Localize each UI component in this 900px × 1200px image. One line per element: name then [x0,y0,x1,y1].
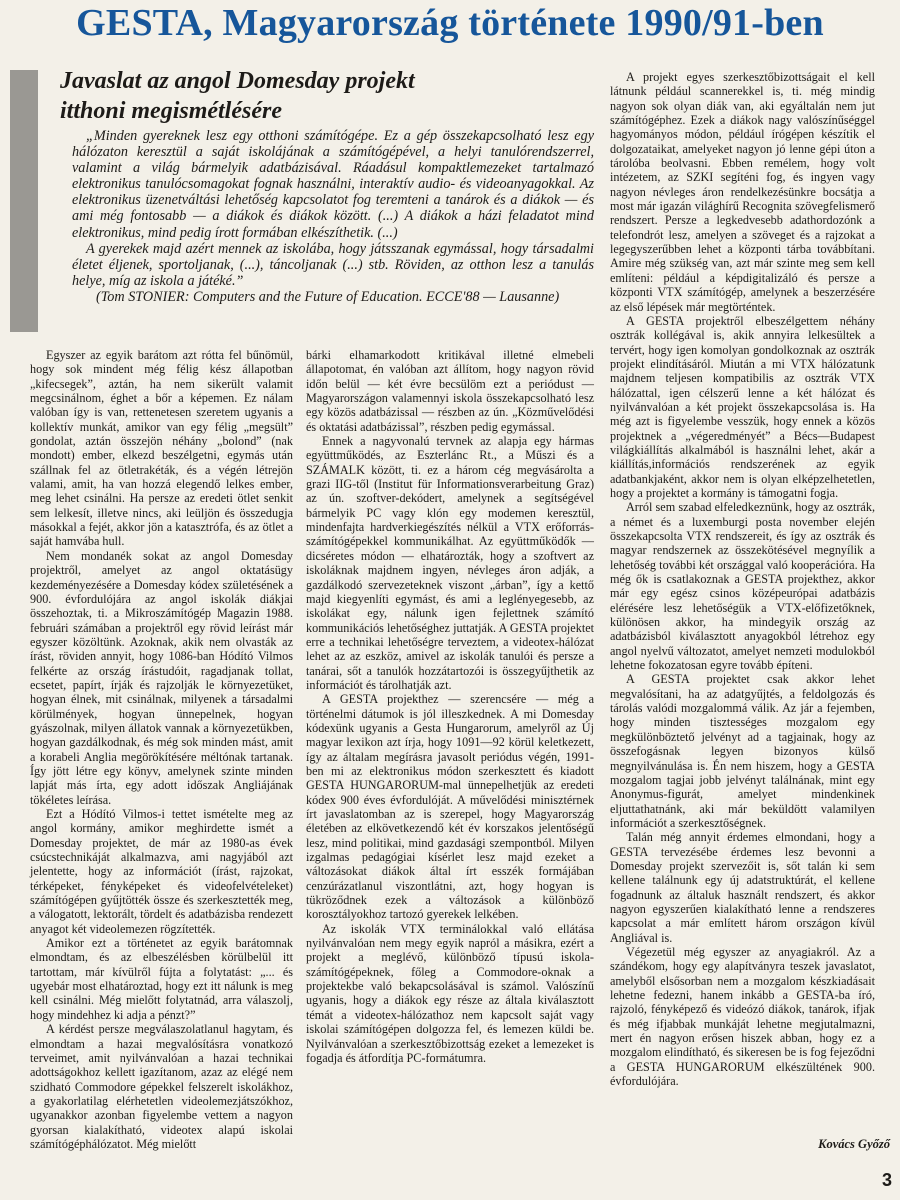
paragraph: Egyszer az egyik barátom azt rótta fel bűnömül, hogy sok mindent még félig kész állapotban „kifecsegek”, aztán, ha nem sikerült valamit megcsinálnom, éghet a bőr a képemen. Ez nálam valóban így is van, rettenetesen szeretem ugyanis a kollektív munkát, amikor van egy félig „megsült” gondolat, aztán összejön néhány „bolond” (nak mondott) ember, elkezd beszélgetni, egymás után szállnak fel az ötletrakéták, és a végén létrejön valami, amit, ha van hozzá elegendő lelkes ember, meg lehet csinálni. Ha persze az eredeti ötlet senkit sem lelkesít, illetve nincs, aki leüljön és összedugja másokkal a fejét, akkor jön a katasztrófa, és az ötlet a saját hamvába hull. [30,348,293,549]
author-signature: Kovács Győző [818,1137,890,1151]
paragraph: A GESTA projektet csak akkor lehet megvalósítani, ha az adatgyűjtés, a feldolgozás és tárolás valódi mozgalommá válik. Az jár a fejemben, hogy minden tisztességes mozgalom egy megkülönböztető jelvényt ad a tagjainak, hogy az összefogásnak legyen bizonyos külső megnyilvánulása is. Én nem hiszem, hogy a GESTA mozgalom tagjai jobb jelvényt találnának, mint egy Anonymus-figurát, amelyet mindenkinek eljuttathatnánk, aki már beküldött valamilyen információt a szerkesztőségnek. [610,672,875,830]
intro-paragraph: „Minden gyereknek lesz egy otthoni számítógépe. Ez a gép összekapcsolható lesz egy hálózaton keresztül a saját iskolájának a számítógépével, a helyi tanulórendszerrel, valamint a világ bármelyik adatbázisával. Ráadásul kompaktlemezeket tartalmazó elektronikus tanulócsomagokat fognak használni, interaktív audio- és videoanyagokkal. Az elektronikus üzenetváltási lehetőség kapcsolatot fog teremteni a tanárok és a diákok — és ami még fontosabb — a diákok és diákok között. (...) A diákok a házi feladatot mind elektronikus, mind pedig írott formában elkészíthetik. (...) [72,128,594,241]
paragraph: A GESTA projektről elbeszélgettem néhány osztrák kollégával is, akik annyira lelkesültek a tervért, hogy igen komolyan gondolkoznak az osztrák projekt elindításáról. Miután a mi VTX hálózatunk majdnem teljesen kompatibilis az osztrák VTX hálózattal, igen célszerű lenne a két hálózat és nyilvánvalóan a két projekt összekapcsolása is. Ha még azt is figyelembe vesszük, hogy ennek a közös projektnek a „végeredményét” a Bécs—Budapest világkiállítás alkalmából is használni lehet, akár a kiállítás,információs rendszerének az egyik adatbankjaként, akkor nem is olyan elképzelhetetlen, hogy a projektet a kormány is támogatni fogja. [610,313,875,500]
paragraph: bárki elhamarkodott kritikával illetné elmebeli állapotomat, én valóban azt állítom, hogy nagyon rövid időn belül — két évre becsülöm ezt a periódust — Magyarországon valamennyi iskola összekapcsolható lesz egy közös adatbázissal — részben az ún. „Közművelődési és oktatási adatbázissal”, részben pedig egymással. [306,348,594,434]
paragraph: Ezt a Hódító Vilmos-i tettet ismételte meg az angol kormány, amikor meghirdette ismét a Domesday projektet, de már az 1980-as évek csúcstechnikáját alkalmazva, ami nagyjából azt jelentette, hogy az információt (írást, rajzokat, térképeket, fényképeket és videofelvételeket) számítógépen gyűjtötték össze és szerkesztették meg, a válogatott, lektorált, tördelt és adatbázisba rendezett anyagot két videolemezen rögzítették. [30,807,293,936]
paragraph: Végezetül még egyszer az anyagiakról. Az a szándékom, hogy egy alapítványra teszek javaslatot, amelyből elsősorban nem a mozgalom készkiadásait lehetne fedezni, hanem inkább a GESTA-ba író, rajzoló, fényképező és videózó diákok, tanárok, ifjak és még ifjabbak munkáját lehetne megjutalmazni, mert én nagyon erősen hiszek abban, hogy ez a mozgalom elindítható, és sikeresen be is fog fejeződni a GESTA HUNGARORUM elkészültének 900. évfordulójára. [610,944,875,1089]
paragraph: Ennek a nagyvonalú tervnek az alapja egy hármas együttműködés, az Eszterlánc Rt., a Műszi és a SZÁMALK között, ti. ez a három cég megvásárolta a grazi IIG-től (Institut für Informationsverarbeitung Graz) az ún. szoftver-dekódert, amelynek a segítségével bármelyik PC vagy klón egy modemen keresztül, mindenfajta hardverkiegészítés nélkül a VTX erőforrás-számítógépekkel kommunikálhat. Az együttműködők — dicséretes módon — elhatározták, hogy a szoftvert az iskoláknak majdnem ingyen, névleges áron adják, a gazdálkodó szervezeteknek viszont „árban”, így a kettő majd kiegyenlíti egymást, és ami a leglényegesebb, az iskolákat egy, nálunk igen fejlettnek számító kommunikációs lehetőséghez juttatják. A GESTA projektet erre a technikai lehetőségre terveztem, a videotex-hálózat lehet az az eszköz, amivel az iskolák tanulói és persze a tanárai, sőt a tanulók hozzátartozói is összegyűjthetik az információt és tárolhatják azt. [306,434,594,692]
article-title [60,66,580,126]
paragraph: Arról sem szabad elfeledkeznünk, hogy az osztrák, a német és a luxemburgi posta november elején összekapcsolta VTX rendszereit, és így az osztrák és magyar rendszernek az összekötésével megnyílik a lehetőség további két országgal való kooperációra. Ha még ők is csatlakoznak a GESTA projekthez, akkor már egy egész csinos középeurópai adatbázis elérésére lesz lehetőségük a VTX-előfizetőknek, különösen akkor, ha mindegyik ország az adatbázisból kiválasztott anyagokból létrehoz egy angol nyelvű változatot, amelyet nemzeti modulokból lehetne fokozatosan egyre tovább építeni. [610,500,875,673]
intro-paragraph: A gyerekek majd azért mennek az iskolába, hogy játsszanak egymással, hogy társadalmi életet éljenek, sportoljanak, (...), táncoljanak (...) stb. Röviden, az otthon lesz a tanulás helye, míg az iskola a játéké.” [72,240,594,289]
masthead-title: GESTA, Magyarország története 1990/91-ben [76,2,824,44]
paragraph: A projekt egyes szerkesztőbizottságait el kell látnunk például scannerekkel is, ti. még mindig nagyon sok olyan diák van, aki egyáltalán nem jut számítógéphez. Ezek a diákok nagy valószínűséggel hagyományos módon, például írógépen készítik el dolgozataikat, amelyeket nagyon jó lenne gépi úton a tárolóba beolvasni. Ebben remélem, hogy volt intézetem, az SZKI segíténi fog, és ingyen vagy nagyon névleges áron rendelkezésünkre bocsátja a most már igazán világhírű Recognita szövegfelismerő rendszert. Persze a legkedvesebb adathordozónk a telefondrót lesz, amelyen a szöveget és a rajzokat a legegyszerűbben lehet a központi tárba továbbítani. Amire még szükség van, azt már szinte meg sem kell említeni: például a képdigitalizáló és persze a központi VTX számítógép, amelynek a beszerzésére az első lépések már megtörténtek. [610,70,875,314]
paragraph: Talán még annyit érdemes elmondani, hogy a GESTA tervezésébe érdemes lesz bevonni a Domesday projekt szervezőit is, sőt talán ki sem kellene találnunk egy új adatstruktúrát, el kellene fogadnunk az általuk használt rendszert, és akkor nagyon egyszerűen kialakítható lenne a rendszeres kapcsolat a már említett három országon kívül Angliával is. [610,830,875,945]
article-title-line-1: Javaslat az angol Domesday projekt [60,68,415,94]
paragraph: Az iskolák VTX terminálokkal való ellátása nyilvánvalóan nem megy egyik napról a másikra, ezért a projekt a meglévő, különböző típusú iskola-számítógépeknek, főleg a Commodore-oknak a projektekbe való bekapcsolásával is számol. Valószínű ugyanis, hogy a diákok egy része az általa kiválasztott témát a videotex-hálózathoz nem kapcsolt saját vagy iskolai számítógépen dolgozza fel, és lemezen küldi be. Nyilvánvalóan a szerkesztőbizottság ezeket a lemezeket is fogadja és átfordítja PC-formátumra. [306,921,594,1065]
intro-quote [72,128,594,305]
body-column-3 [610,70,875,1088]
body-column-1 [30,348,293,1151]
title-accent-bar [10,70,38,332]
paragraph: Nem mondanék sokat az angol Domesday projektről, amelyet az angol oktatásügy kezdeményezésére a Domesday kódex születésének a 900. évfordulójára az angol iskolák diákjai összehoztak, ti. a Mikroszámítógép Magazin 1988. februári számában a projektről egy rövid leírást már egyszer közöltünk. Azoknak, akik nem olvasták az írást, röviden annyit, hogy 1086-ban Hódító Vilmos felkérte az ország írástudóit, ragadjanak tollat, ecsetet, papírt, írják és rajzolják le környezetüket, hogyan élnek, mit csinálnak, milyenek a társadalmi körülmények, hogyan ünnepelnek, hogyan gyászolnak, milyen állatok vannak a környezetükben, hogyan gazdálkodnak, és még sok minden mást, amit a korabeli Anglia megörökítésére méltónak tartanak. Így jött létre egy könyv, amelynek szinte minden lapját más írta, egy adott időszak Angliájának tökéletes leírása. [30,548,293,807]
paragraph: A kérdést persze megválaszolatlanul hagytam, és elmondtam a hazai megvalósításra vonatkozó terveimet, amit nyilvánvalóan a hazai technikai adottságokhoz kellett igazítanom, azaz az elégé nem szidható Commodore gépekkel felszerelt iskolákhoz, a gyakorlatilag elérhetetlen videolemezjátszókhoz, ugyanakkor azonban figyelembe vettem a nagyon gyorsan kialakítható, videotex alapú iskolai számítógéphálózatot. Még mielőtt [30,1022,293,1151]
page-number: 3 [881,1170,892,1190]
body-column-2 [306,348,594,1065]
intro-citation: (Tom STONIER: Computers and the Future of Education. ECCE'88 — Lausanne) [96,288,560,305]
paragraph: Amikor ezt a történetet az egyik barátomnak elmondtam, és az elbeszélésben körülbelül itt tartottam, már kívülről fújta a folytatást: „... és ugyebár most elhatároztad, hogy ezt itt nálunk is meg kell csinálni. Még mielőtt folytatnád, arra válaszolj, hogy mindehhez ki adja a pénzt?” [30,936,293,1022]
paragraph: A GESTA projekthez — szerencsére — még a történelmi dátumok is jól illeszkednek. A mi Domesday kódexünk ugyanis a Gesta Hungarorum, amelyről az Új magyar lexikon azt írja, hogy 1091—92 körül keletkezett, így az általam megírásra javasolt periódus végén, 1991-ben mi az elektronikus módon szerkesztett és kiadott GESTA HUNGARORUM-mal ünnepelhetjük az eredeti kódex 900 éves évfordulóját. A művelődési minisztérnek írt javaslatomban az is szerepel, hogy Magyarország életében az elkövetkezendő két év korszakos jelentőségű lesz, mind politikai, mind gazdasági szempontból. Milyen izgalmas pedagógiai kísérlet lesz majd ezeket a változásokat diákok által írt esszék formájában cenzúrázatlanul viszontlátni, azt, hogy hogyan is tükröződnek ezek a változások a különböző korosztályokhoz tartozó gyerekek lelkében. [306,692,594,922]
article-title-line-2: itthoni megismétlésére [60,98,282,124]
